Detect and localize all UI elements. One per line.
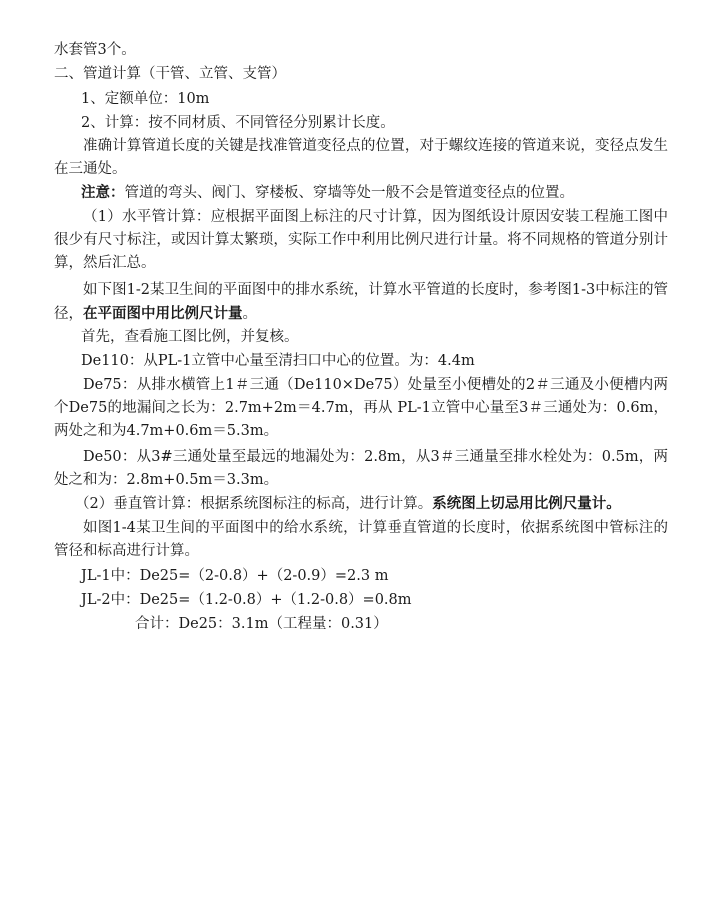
text-line: 2、计算：按不同材质、不同管径分别累计长度。	[81, 115, 395, 131]
emphasis-text: 系统图上切忌用比例尺量计。	[432, 495, 621, 512]
text-part: （2）垂直管计算：根据系统图标注的标高，进行计算。	[75, 496, 433, 512]
text-line	[75, 494, 621, 514]
note-line	[81, 183, 574, 203]
note-text: 管道的弯头、阀门、穿楼板、穿墙等处一般不会是管道变径点的位置。	[124, 185, 574, 201]
paragraph: （1）水平管计算：应根据平面图上标注的尺寸计算，因为图纸设计原因安装工程施工图中很少有尺寸标注，或因计算太繁琐，实际工作中利用比例尺进行计量。将不同规格的管道分别计算，然后汇总。	[54, 209, 668, 271]
emphasis-text: 在平面图中用比例尺计量	[83, 305, 243, 322]
section-heading: 二、管道计算（干管、立管、支管）	[54, 66, 286, 82]
paragraph	[54, 279, 668, 326]
total-line: 合计：De25：3.1m（工程量：0.31）	[135, 616, 388, 632]
paragraph: De50：从3#三通处量至最远的地漏处为：2.8m，从3＃三通量至排水栓处为：0.5m，两处之和为：2.8m+0.5m＝3.3m。	[54, 449, 668, 488]
text-line: 首先，查看施工图比例，并复核。	[81, 329, 299, 345]
paragraph: 如图1-4某卫生间的平面图中的给水系统，计算垂直管道的长度时，依据系统图中管标注的管径和标高进行计算。	[54, 520, 668, 559]
paragraph-text: 如下图1-2某卫生间的平面图中的排水系统，计算水平管道的长度时，参考图1-3中标注的管径，	[54, 282, 668, 322]
text-line: 1、定额单位：10m	[81, 91, 210, 107]
formula-line: JL-2中：De25=（1.2-0.8）+（1.2-0.8）=0.8m	[81, 592, 412, 608]
text-line: De110：从PL-1立管中心量至清扫口中心的位置。为：4.4m	[81, 353, 475, 369]
paragraph-end: 。	[242, 306, 257, 322]
paragraph: 准确计算管道长度的关键是找准管道变径点的位置，对于螺纹连接的管道来说，变径点发生在三通处。	[54, 138, 668, 177]
text-line: 水套管3个。	[54, 42, 136, 58]
formula-line: JL-1中：De25=（2-0.8）+（2-0.9）=2.3 m	[81, 568, 389, 584]
paragraph: De75：从排水横管上1＃三通（De110×De75）处量至小便槽处的2＃三通及小便槽内两个De75的地漏间之长为：2.7m+2m＝4.7m，再从 PL-1立管中心量至3＃三通处为：0.6m，两处之和为4.7m+0.6m＝5.3m。	[54, 377, 668, 439]
note-label: 注意：	[81, 184, 125, 201]
